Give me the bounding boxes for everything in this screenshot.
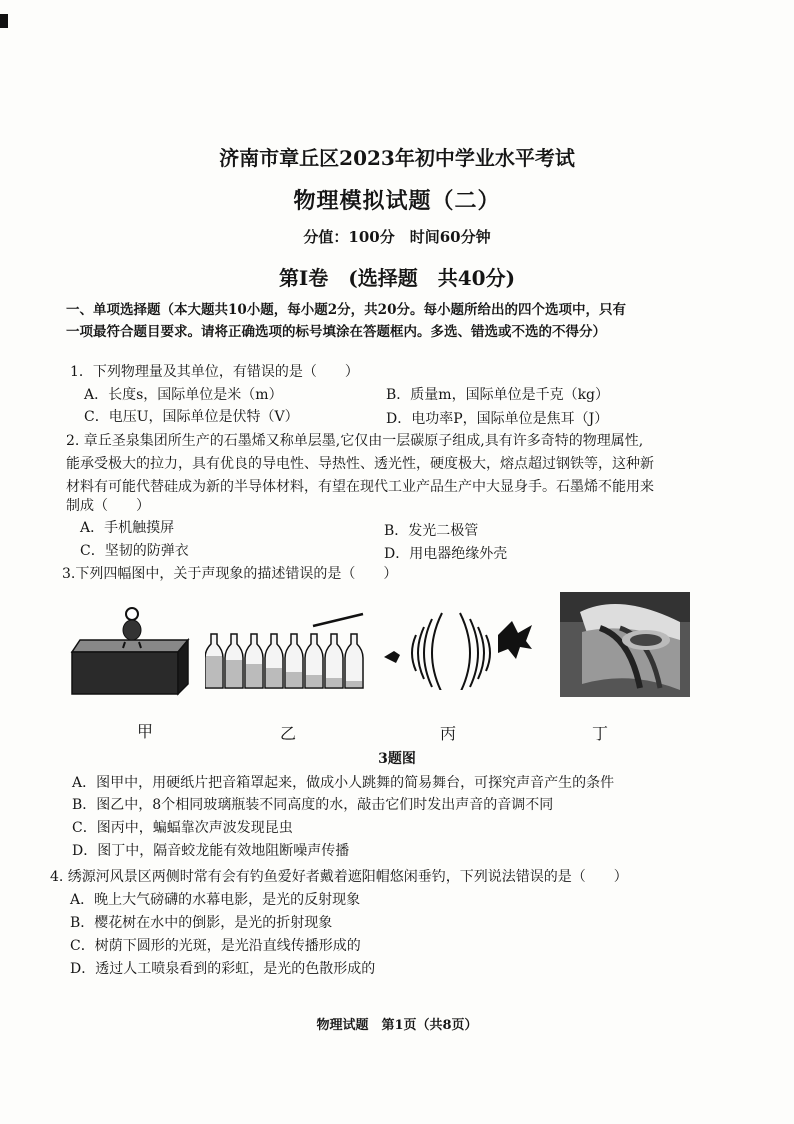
scan-corner-mark: [0, 14, 8, 28]
q3-option-d: D．图丁中，隔音蛟龙能有效地阻断噪声传播: [72, 843, 350, 859]
q3-option-b: B．图乙中，8个相同玻璃瓶装不同高度的水，敲击它们时发出声音的音调不同: [72, 797, 554, 813]
q1-option-b: B．质量m，国际单位是千克（kg）: [386, 387, 610, 403]
q2-option-d: D．用电器绝缘外壳: [384, 546, 508, 562]
section-instructions-line2: 一项最符合题目要求。请将正确选项的标号填涂在答题框内。多选、错选或不选的不得分）: [66, 324, 606, 340]
q4-option-b: B．樱花树在水中的倒影，是光的折射现象: [70, 915, 333, 931]
exam-meta: 分值：100分 时间60分钟: [303, 228, 491, 246]
q2-stem-line2: 能承受极大的拉力，具有优良的导电性、导热性、透光性，硬度极大，熔点超过钢铁等，这种新: [66, 456, 654, 472]
figure-bing-bat-echolocation: [380, 605, 540, 690]
q3-option-a: A．图甲中，用硬纸片把音箱罩起来，做成小人跳舞的简易舞台，可探究声音产生的条件: [72, 775, 615, 791]
figure-jia-speaker-box: [70, 600, 200, 700]
figure-label-jia: 甲: [137, 722, 154, 741]
q3-option-c: C．图丙中，蝙蝠靠次声波发现昆虫: [72, 820, 293, 836]
figure-caption: 3题图: [378, 751, 416, 767]
q1-option-c: C．电压U，国际单位是伏特（V）: [84, 409, 299, 425]
section-instructions-line1: 一、单项选择题（本大题共10小题，每小题2分，共20分。每小题所给出的四个选项中，只有: [66, 302, 626, 318]
figure-label-yi: 乙: [280, 724, 297, 743]
q1-stem: 1．下列物理量及其单位，有错误的是（ ）: [70, 364, 359, 380]
part-heading: 第Ⅰ卷 (选择题 共40分): [278, 266, 516, 290]
q4-option-c: C．树荫下圆形的光斑，是光沿直线传播形成的: [70, 938, 361, 954]
q1-option-d: D．电功率P，国际单位是焦耳（J）: [386, 411, 609, 427]
figure-label-ding: 丁: [592, 724, 609, 743]
figure-label-bing: 丙: [440, 724, 457, 743]
figure-ding-noise-barrier-photo: [560, 592, 690, 697]
q3-stem: 3.下列四幅图中，关于声现象的描述错误的是（ ）: [62, 566, 398, 582]
exam-title: 济南市章丘区2023年初中学业水平考试: [219, 146, 575, 170]
q2-stem-line1: 2. 章丘圣泉集团所生产的石墨烯又称单层墨,它仅由一层碳原子组成,具有许多奇特的物理属性,: [66, 433, 644, 449]
exam-subtitle: 物理模拟试题（二）: [293, 188, 501, 214]
q2-option-c: C．坚韧的防弹衣: [80, 543, 189, 559]
q2-option-b: B．发光二极管: [384, 523, 479, 539]
q1-option-a: A．长度s，国际单位是米（m）: [84, 387, 283, 403]
q4-option-d: D．透过人工喷泉看到的彩虹，是光的色散形成的: [70, 961, 376, 977]
q2-stem-line3: 材料有可能代替硅成为新的半导体材料，有望在现代工业产品生产中大显身手。石墨烯不能用来: [66, 479, 654, 495]
q2-option-a: A．手机触摸屏: [80, 520, 175, 536]
q4-option-a: A．晚上大气磅礴的水幕电影，是光的反射现象: [70, 892, 361, 908]
page-footer: 物理试题 第1页（共8页）: [316, 1018, 478, 1033]
q2-stem-line4: 制成（ ）: [66, 498, 150, 514]
figure-yi-glass-bottles: [205, 612, 365, 692]
q4-stem: 4. 绣源河风景区两侧时常有会有钓鱼爱好者戴着遮阳帽悠闲垂钓，下列说法错误的是（ ）: [50, 869, 628, 885]
